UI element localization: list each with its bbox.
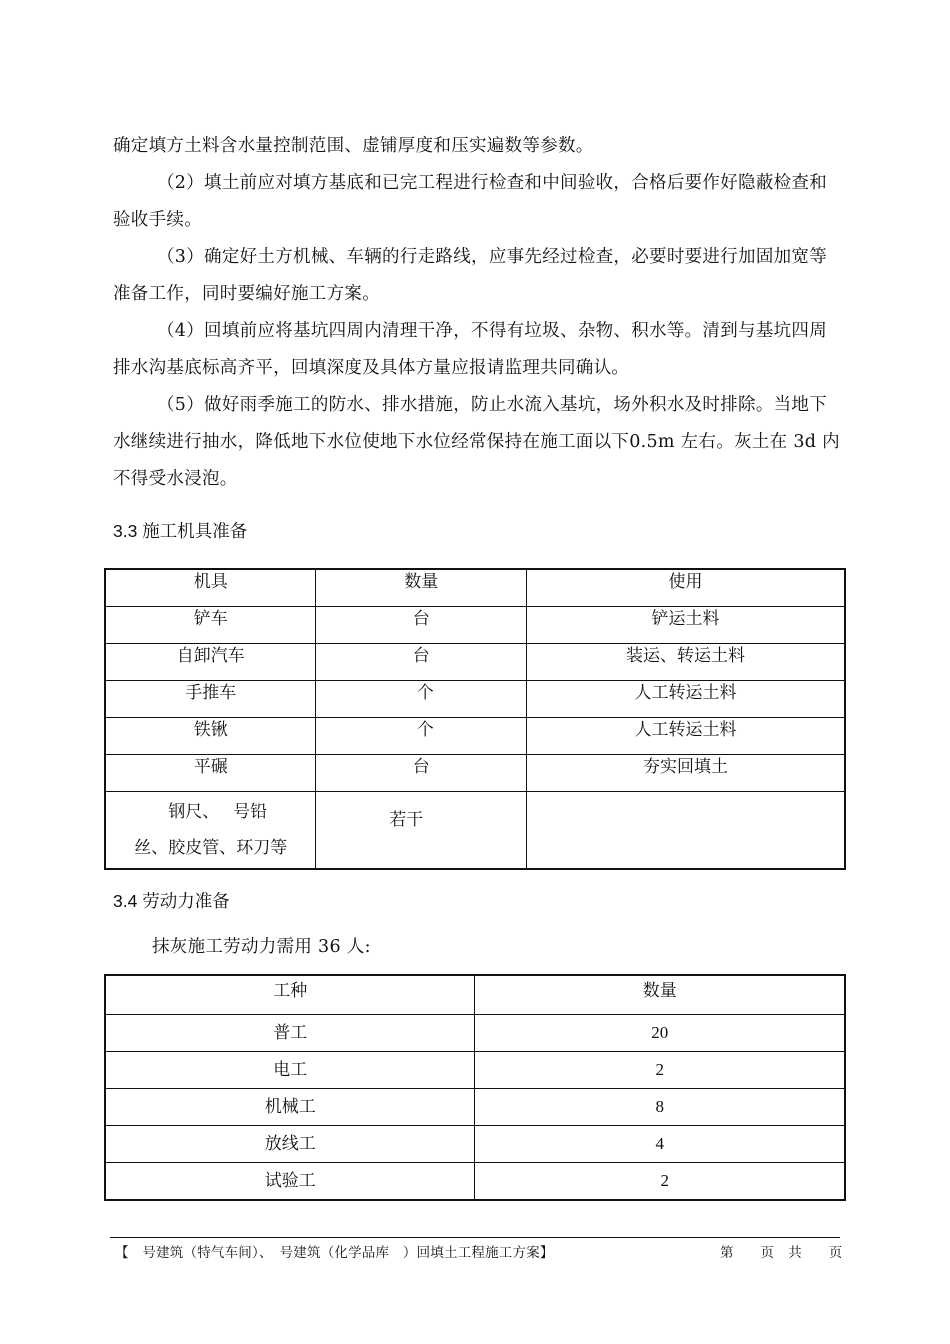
trade-cell: 试验工 <box>105 1163 475 1201</box>
machinery-table <box>104 568 846 870</box>
table-row <box>105 1163 845 1201</box>
table-row <box>105 1015 845 1052</box>
table-row <box>105 792 845 870</box>
table-header-row <box>105 569 845 607</box>
header-cell: 使用 <box>526 569 845 607</box>
paragraph-1: 确定填方土料含水量控制范围、虚铺厚度和压实遍数等参数。 <box>113 136 594 156</box>
trade-cell: 普工 <box>105 1015 475 1052</box>
labor-table <box>104 974 846 1201</box>
count-cell: 2 <box>475 1052 845 1089</box>
header-cell: 数量 <box>316 569 526 607</box>
table-row <box>105 755 845 792</box>
section-number: 3.3 <box>113 521 138 541</box>
quantity-cell: 个 <box>316 681 526 718</box>
table-row <box>105 1089 845 1126</box>
quantity-cell: 个 <box>316 718 526 755</box>
table-row <box>105 644 845 681</box>
usage-cell <box>526 792 845 870</box>
count-cell: 2 <box>475 1163 845 1201</box>
header-cell: 数量 <box>475 975 845 1015</box>
tool-line-2: 丝、胶皮管、环刀等 <box>134 838 288 858</box>
paragraph-5: （5）做好雨季施工的防水、排水措施，防止水流入基坑，场外积水及时排除。当地下水继续进行抽水，降低地下水位使地下水位经常保持在施工面以下0.5m 左右。灰土在 3d 内不得受水浸泡。 <box>113 395 840 489</box>
table-row <box>105 607 845 644</box>
section-title: 施工机具准备 <box>142 522 248 542</box>
table-header-row <box>105 975 845 1015</box>
section-heading-3-3 <box>113 518 247 543</box>
usage-cell: 夯实回填土 <box>526 755 845 792</box>
quantity-cell: 台 <box>316 607 526 644</box>
tool-line-1: 钢尺、 号铅 <box>168 802 268 822</box>
usage-cell: 铲运土料 <box>526 607 845 644</box>
count-cell: 4 <box>475 1126 845 1163</box>
section-heading-3-4 <box>113 888 230 913</box>
quantity-cell: 若干 <box>316 792 526 870</box>
tool-cell: 铁锹 <box>105 718 316 755</box>
trade-cell: 电工 <box>105 1052 475 1089</box>
tool-cell: 铲车 <box>105 607 316 644</box>
table-row <box>105 681 845 718</box>
tool-cell <box>105 792 316 870</box>
quantity-cell: 台 <box>316 644 526 681</box>
trade-cell: 放线工 <box>105 1126 475 1163</box>
header-cell: 工种 <box>105 975 475 1015</box>
footer-document-title: 【 号建筑（特气车间）、 号建筑（化学品库 ）回填土工程施工方案】 <box>115 1245 554 1261</box>
quantity-cell: 台 <box>316 755 526 792</box>
tool-cell: 平碾 <box>105 755 316 792</box>
usage-cell: 人工转运土料 <box>526 681 845 718</box>
section-number: 3.4 <box>113 891 138 911</box>
usage-cell: 装运、转运土料 <box>526 644 845 681</box>
paragraph-3: （3）确定好土方机械、车辆的行走路线，应事先经过检查，必要时要进行加固加宽等准备工作，同时要编好施工方案。 <box>113 247 828 304</box>
tool-cell: 手推车 <box>105 681 316 718</box>
tool-cell: 自卸汽车 <box>105 644 316 681</box>
footer-page-number: 第 页 共 页 <box>720 1245 843 1261</box>
paragraph-4: （4）回填前应将基坑四周内清理干净，不得有垃圾、杂物、积水等。清到与基坑四周排水沟基底标高齐平，回填深度及具体方量应报请监理共同确认。 <box>113 321 828 378</box>
labor-note: 抹灰施工劳动力需用 36 人: <box>152 937 371 957</box>
table-row <box>105 1052 845 1089</box>
footer-divider <box>110 1237 840 1238</box>
count-cell: 8 <box>475 1089 845 1126</box>
section-title: 劳动力准备 <box>142 892 230 912</box>
trade-cell: 机械工 <box>105 1089 475 1126</box>
count-cell: 20 <box>475 1015 845 1052</box>
paragraph-2: （2）填土前应对填方基底和已完工程进行检查和中间验收，合格后要作好隐蔽检查和验收手续。 <box>113 173 828 230</box>
usage-cell: 人工转运土料 <box>526 718 845 755</box>
table-row <box>105 1126 845 1163</box>
table-row <box>105 718 845 755</box>
header-cell: 机具 <box>105 569 316 607</box>
